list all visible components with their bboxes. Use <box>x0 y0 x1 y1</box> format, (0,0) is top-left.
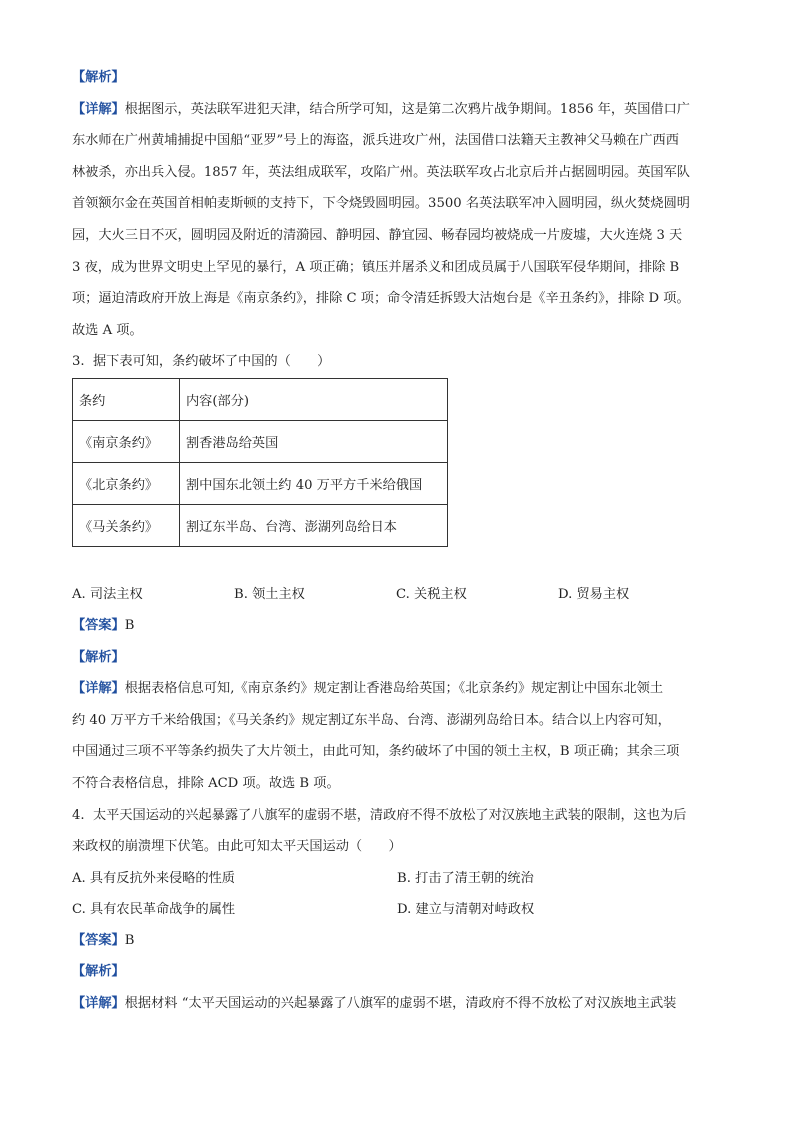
q2-detail-line: 项；逼迫清政府开放上海是《南京条约》，排除 C 项；命令清廷拆毁大沽炮台是《辛丑条约》，排除 D 项。 <box>72 291 690 307</box>
table-cell: 《南京条约》 <box>73 420 180 462</box>
table-header-row <box>73 378 448 420</box>
q3-options <box>72 579 722 610</box>
table-row <box>73 420 448 462</box>
q4-analysis-heading <box>72 956 722 988</box>
table-cell: 割中国东北领土约 40 万平方千米给俄国 <box>180 462 448 504</box>
option-b: B. 领土主权 <box>234 586 305 602</box>
q2-detail-line: 东水师在广州黄埔捕捉中国船“亚罗”号上的海盗，派兵进攻广州，法国借口法籍天主教神父马赖在广西西 <box>72 133 679 149</box>
q2-analysis-heading <box>72 62 722 94</box>
q4-detail-text: 根据材料 “太平天国运动的兴起暴露了八旗军的虚弱不堪，清政府不得不放松了对汉族地主武装 <box>124 995 677 1011</box>
q4-options-row <box>72 894 722 925</box>
table-cell: 割香港岛给英国 <box>180 420 448 462</box>
table-row <box>73 504 448 546</box>
q3-answer <box>72 610 722 642</box>
option-c: C. 具有农民革命战争的属性 <box>72 901 236 917</box>
table-cell: 割辽东半岛、台湾、澎湖列岛给日本 <box>180 504 448 546</box>
q3-detail-line: 中国通过三项不平等条约损失了大片领土，由此可知，条约破坏了中国的领土主权，B 项正确；其余三项 <box>72 744 680 760</box>
q2-detail-line: 林被杀，亦出兵入侵。1857 年，英法组成联军，攻陷广州。英法联军攻占北京后并占据圆明园。英国军队 <box>72 164 690 180</box>
q2-detail-line: 园，大火三日不灭，圆明园及附近的清漪园、静明园、静宜园、畅春园均被烧成一片废墟，大火连烧 3 天 <box>72 227 683 243</box>
q3-stem: 3. 据下表可知，条约破坏了中国的（ ） <box>72 354 331 370</box>
document-page <box>72 62 722 1019</box>
answer-tag: 【答案】 <box>72 617 125 633</box>
q4-detail-line <box>72 988 722 1020</box>
option-b: B. 打击了清王朝的统治 <box>397 870 534 886</box>
q4-stem-line: 来政权的崩溃埋下伏笔。由此可知太平天国运动（ ） <box>72 839 402 855</box>
table-header-cell: 内容(部分) <box>180 378 448 420</box>
q3-detail-text: 根据表格信息可知,《南京条约》规定割让香港岛给英国；《北京条约》规定割让中国东北领土 <box>124 681 664 697</box>
q3-detail-line <box>72 673 722 705</box>
q4-stem-line: 4. 太平天国运动的兴起暴露了八旗军的虚弱不堪，清政府不得不放松了对汉族地主武装的限制，这也为后 <box>72 807 687 823</box>
q2-detail-line: 故选 A 项。 <box>72 322 143 338</box>
q2-detail-text: 根据图示，英法联军进犯天津，结合所学可知，这是第二次鸦片战争期间。1856 年，英国借口广 <box>124 101 690 117</box>
detail-tag: 【详解】 <box>72 681 125 697</box>
answer-tag: 【答案】 <box>72 932 125 948</box>
q2-detail-line <box>72 94 722 126</box>
analysis-tag: 【解析】 <box>72 649 125 665</box>
detail-tag: 【详解】 <box>72 995 125 1011</box>
detail-tag: 【详解】 <box>72 101 125 117</box>
option-a: A. 具有反抗外来侵略的性质 <box>72 870 235 886</box>
table-cell: 《马关条约》 <box>73 504 180 546</box>
q2-detail-line: 3 夜，成为世界文明史上罕见的暴行，A 项正确；镇压并屠杀义和团成员属于八国联军侵华期间，排除 B <box>72 259 680 275</box>
q3-detail-line: 约 40 万平方千米给俄国；《马关条约》规定割辽东半岛、台湾、澎湖列岛给日本。结合以上内容可知， <box>72 712 671 728</box>
answer-value: B <box>124 617 135 633</box>
table-row <box>73 462 448 504</box>
analysis-tag: 【解析】 <box>72 964 125 980</box>
option-d: D. 贸易主权 <box>558 586 630 602</box>
option-d: D. 建立与清朝对峙政权 <box>397 901 535 917</box>
q4-options-row <box>72 863 722 894</box>
q3-analysis-heading <box>72 642 722 674</box>
table-cell: 《北京条约》 <box>73 462 180 504</box>
option-c: C. 关税主权 <box>396 586 467 602</box>
q4-answer <box>72 925 722 957</box>
treaty-table <box>72 378 448 547</box>
table-header-cell: 条约 <box>73 378 180 420</box>
option-a: A. 司法主权 <box>72 586 143 602</box>
analysis-tag: 【解析】 <box>72 70 125 85</box>
q3-detail-line: 不符合表格信息，排除 ACD 项。故选 B 项。 <box>72 775 340 791</box>
q2-detail-line: 首领额尔金在英国首相帕麦斯顿的支持下，下令烧毁圆明园。3500 名英法联军冲入圆明园，纵火焚烧圆明 <box>72 196 690 212</box>
answer-value: B <box>124 932 135 948</box>
